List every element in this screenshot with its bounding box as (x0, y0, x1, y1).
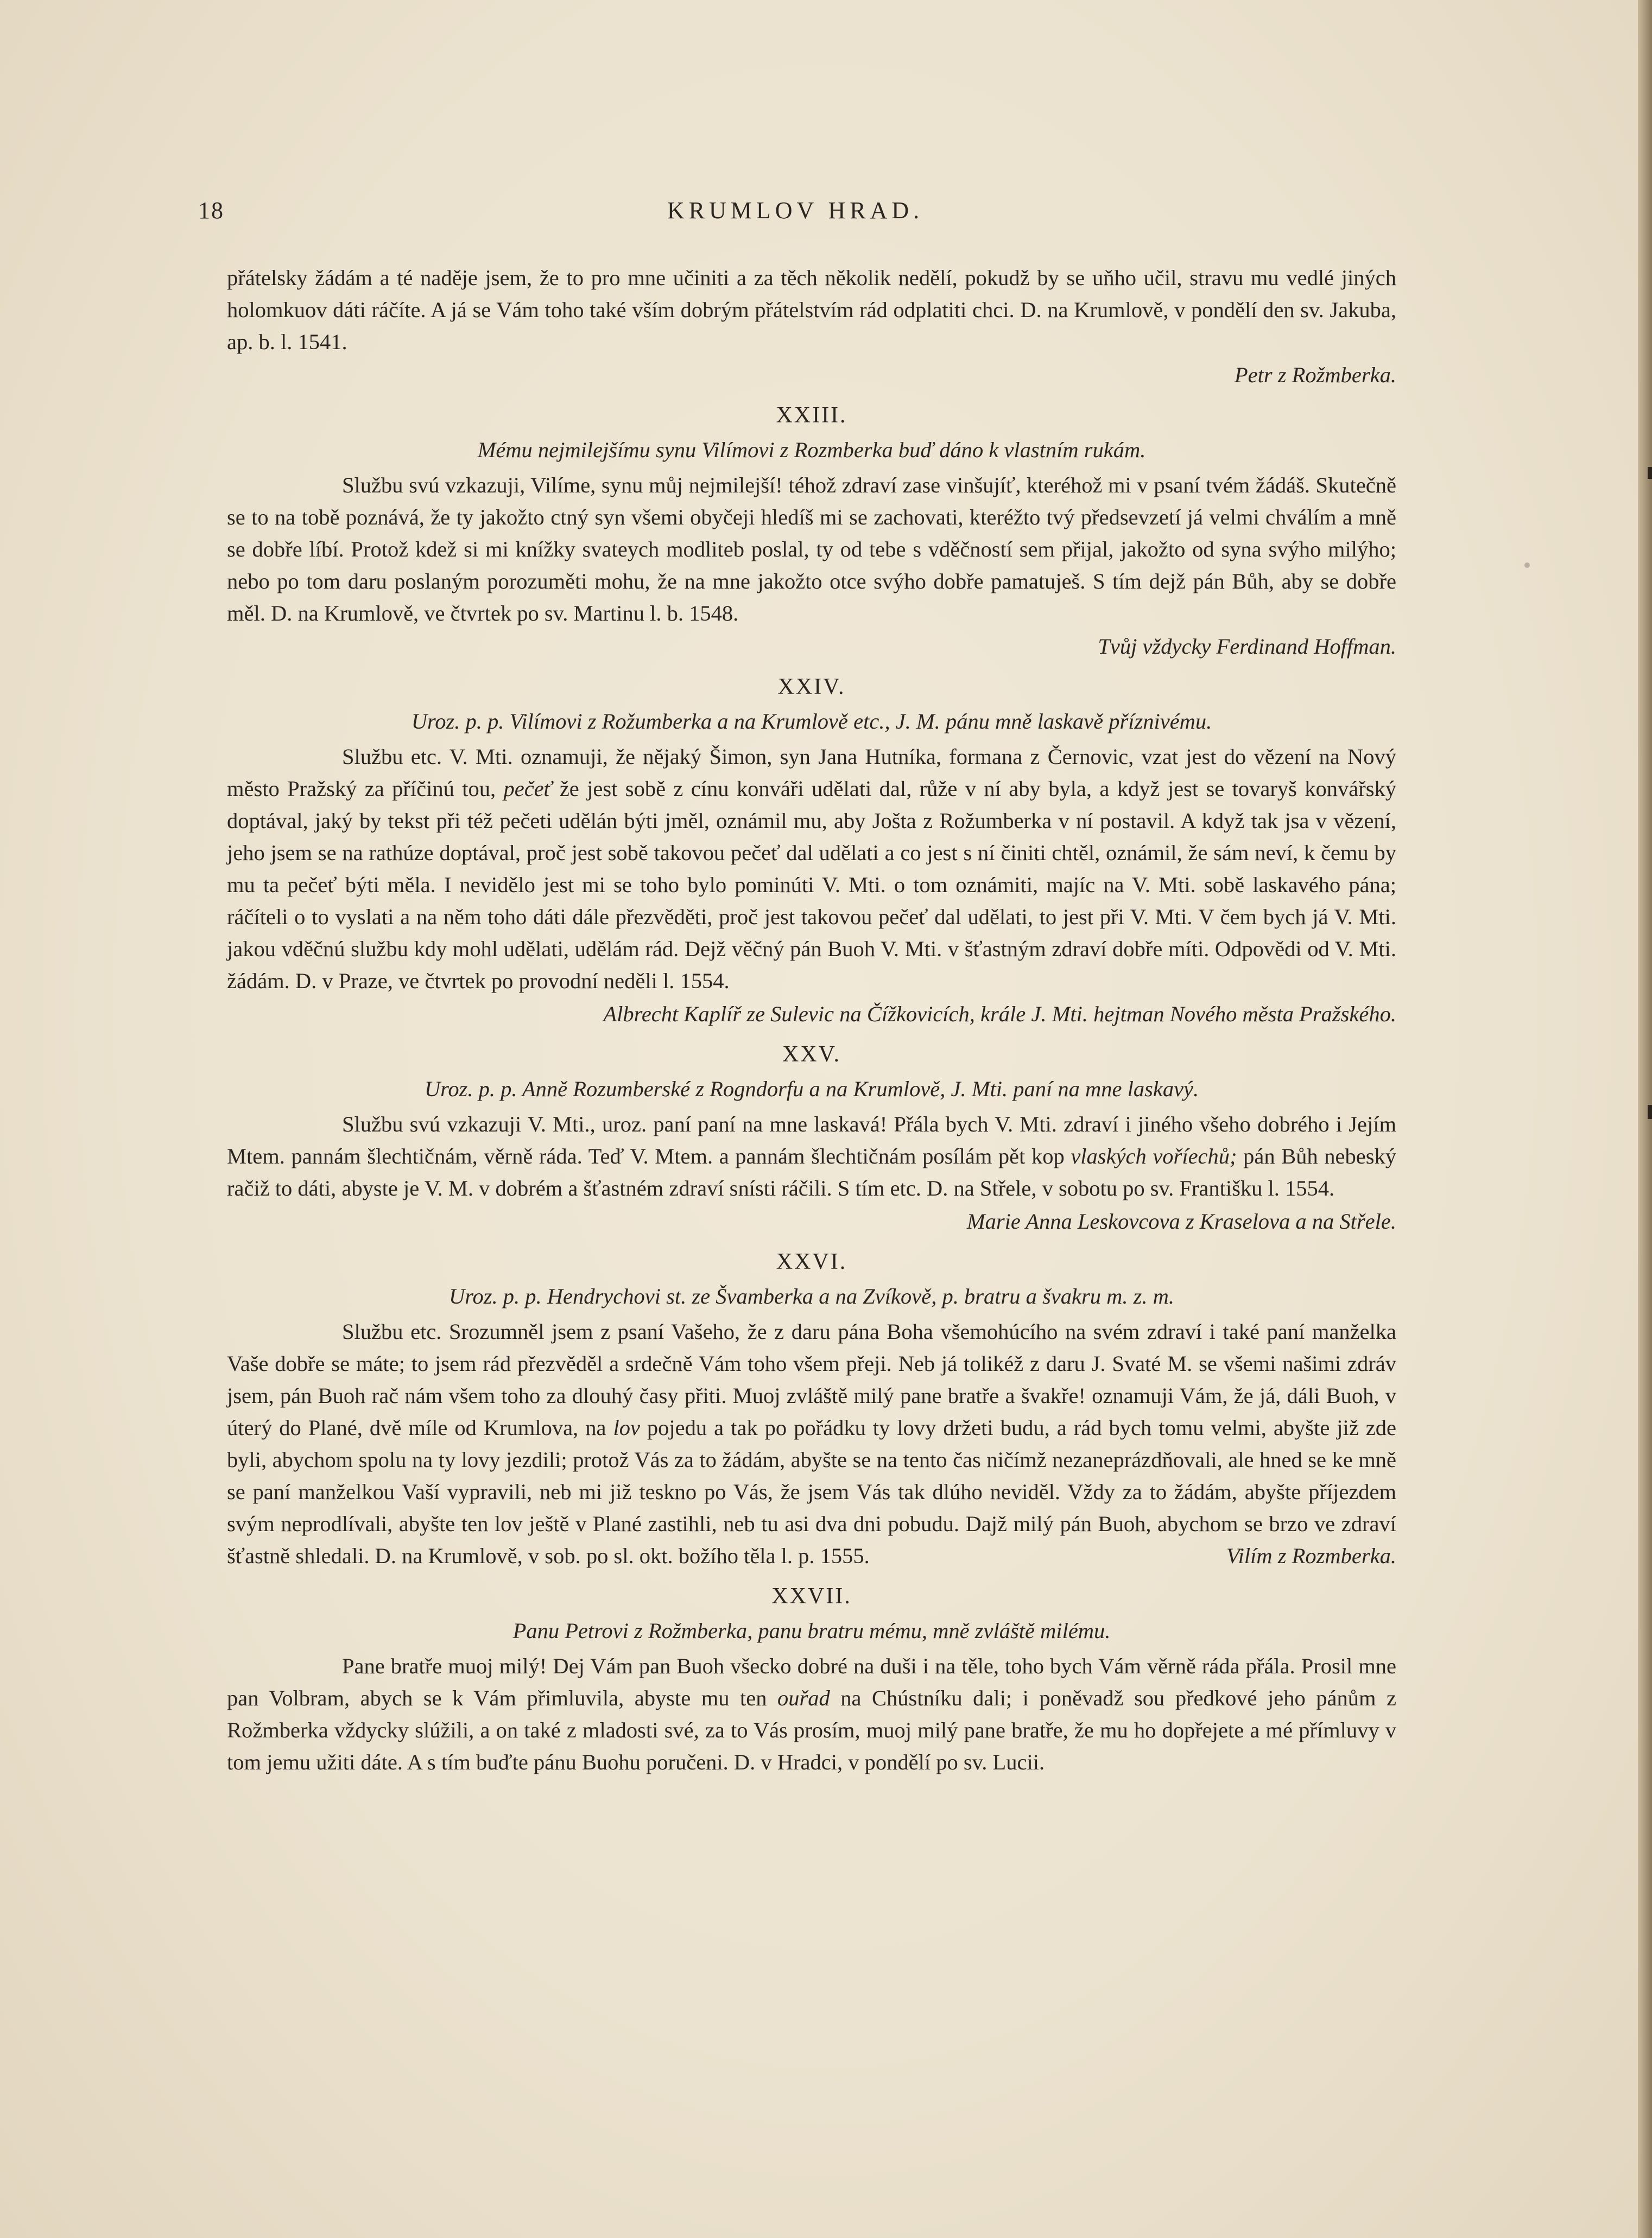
body-text: pojedu a tak po pořádku ty lovy držeti budu, a rád bych tomu velmi, abyšte již zde byli, abychom spolu na ty lovy jezdili; protož Vás za to žádám, abyšte se na tento čas ničímž nezaneprázdňovali, ale hned se ke mně se paní manželkou Vaší vypravili, neb mi již teskno po Vás, že jsem Vás tak dlúho neviděl. Vždy za to žádám, abyšte příjezdem svým neprodlívali, abyšte ten lov ještě v Plané zastihli, neb tu asi dva dni pobudu. Dajž milý pán Buoh, abychom se brzo ve zdraví šťastně shledali. D. na Krumlově, v sob. po sl. okt. božího těla l. p. 1555. (227, 1415, 1397, 1568)
body-text: že jest sobě z cínu konváři udělati dal, růže v ní aby byla, a když jest se tovaryš konvářský doptával, jaký by tekst při též pečeti udělán býti jměl, oznámil mu, aby Jošta z Rožumberka v ní postavil. A když tak jsa v vězení, jeho jsem se na rathúze doptával, proč jest sobě takovou pečeť dal udělati a co jest s ní činiti chtěl, oznámil, že sám neví, k čemu by mu ta pečeť býti měla. I nevidělo jest mi se toho bylo pominúti V. Mti. o tom oznámiti, majíc na V. Mti. sobě laskavého pána; ráčíteli o to vyslati a na něm toho dáti dále přezvěděti, proč jest takovou pečeť dal udělati, to jest při V. Mti. V čem bych já V. Mti. jakou vděčnú službu kdy mohl udělati, udělám rád. Dejž věčný pán Buoh V. Mti. v šťastným zdraví dobře míti. Odpovědi od V. Mti. žádám. D. v Praze, ve čtvrtek po provodní neděli l. 1554. (227, 776, 1397, 993)
letter-body (227, 1108, 1396, 1204)
letter-signature: Marie Anna Leskovcova z Kraselova a na Střele. (966, 1209, 1396, 1234)
body-text: Službu etc. Srozumněl jsem z psaní Vašeho, že z daru pána Boha všemohúcího na svém zdraví i také paní manželka Vaše dobře se máte; to jsem rád přezvěděl a srdečně Vám toho všem přeji. Neb já tolikéž z daru J. Svaté M. se všemi našimi zdráv jsem, pán Buoh rač nám všem toho za dlouhý časy přiti. Muoj zvláště milý pane bratře a švakře! oznamuji Vám, že já, dáli Buoh, v úterý do Plané, dvě míle od Krumlova, na (227, 1319, 1396, 1440)
letter-body (227, 1650, 1396, 1778)
letter-xxvii (227, 1580, 1396, 1778)
body-text: na Chústníku dali; i poněvadž sou předkové jeho pánům z Rožmberka vždycky slúžili, a on také z mladosti své, za to Vás prosím, muoj milý pane bratře, že mu ho dopřejete a mé přímluvy v tom jemu užiti dáte. A s tím buďte pánu Buohu poručeni. D. v Hradci, v pondělí po sv. Lucii. (227, 1686, 1396, 1774)
letter-signature: Albrecht Kaplíř ze Sulevic na Čížkovicích, krále J. Mti. hejtman Nového města Pražského. (603, 1002, 1396, 1026)
body-text: Pane bratře muoj milý! Dej Vám pan Buoh všecko dobré na duši i na těle, toho bych Vám věrně ráda přála. Prosil mne pan Volbram, abych se k Vám přimluvila, abyste mu ten (227, 1654, 1396, 1710)
letter-xxiii (227, 400, 1396, 662)
letter-xxiv (227, 671, 1396, 1030)
italic-term: ouřad (777, 1686, 830, 1710)
letter-signature: Tvůj vždycky Ferdinand Hoffman. (1098, 634, 1396, 659)
letter-address: Panu Petrovi z Rožmberka, panu bratru mému, mně zvláště milému. (512, 1619, 1111, 1643)
letter-body: přátelsky žádám a té naděje jsem, že to pro mne učiniti a za těch několik nedělí, pokudž by se uňho učil, stravu mu vedlé jiných holomkuov dáti ráčíte. A já se Vám toho také vším dobrým přátelstvím rád odplatiti chci. D. na Krumlově, v pondělí den sv. Jakuba, ap. b. l. 1541. (227, 265, 1396, 354)
letter-address: Uroz. p. p. Vilímovi z Rožumberka a na Krumlově etc., J. M. pánu mně laskavě příznivému. (411, 709, 1212, 734)
body-text: pán Bůh nebeský račiž to dáti, abyste je V. M. v dobrém a šťastném zdraví snísti ráčili. S tím etc. D. na Střele, v sobotu po sv. Františku l. 1554. (227, 1144, 1396, 1200)
letter-signature: Vilím z Rozmberka. (1226, 1544, 1396, 1568)
letter-continued (227, 262, 1396, 391)
page-edge (1638, 0, 1652, 2238)
letter-numeral: XXVII. (771, 1584, 852, 1609)
page-content (227, 262, 1396, 1778)
letter-body (227, 741, 1396, 997)
edge-mark (1648, 467, 1652, 479)
letter-numeral: XXIII. (776, 403, 847, 428)
letter-numeral: XXV. (782, 1042, 841, 1067)
italic-term: vlaských voříechů; (1071, 1144, 1237, 1168)
page-header (198, 197, 1393, 229)
running-title: KRUMLOV HRAD. (667, 197, 924, 224)
letter-body: Službu svú vzkazuji, Vilíme, synu můj nejmilejší! téhož zdraví zase vinšujíť, kteréhož mi v psaní tvém žádáš. Skutečně se to na tobě poznává, že ty jakožto ctný syn všemi obyčeji hledíš mi se zachovati, kteréžto tvý předsevzetí já velmi chválím a mně se dobře líbí. Protož kdež si mi knížky svateych modliteb poslal, ty od tebe s vděčností sem přijal, jakožto od syna svýho milýho; nebo po tom daru poslaným porozuměti mohu, že na mne jakožto otce svýho dobře pamatuješ. S tím dejž pán Bůh, aby se dobře měl. D. na Krumlově, ve čtvrtek po sv. Martinu l. b. 1548. (227, 473, 1396, 625)
letter-signature: Petr z Rožmberka. (1234, 363, 1396, 387)
letter-body (227, 1316, 1396, 1572)
italic-term: lov (613, 1415, 640, 1440)
letter-address: Uroz. p. p. Anně Rozumberské z Rogndorfu a na Krumlově, J. Mti. paní na mne laskavý. (424, 1077, 1199, 1101)
italic-term: pečeť (503, 776, 552, 801)
letter-address: Uroz. p. p. Hendrychovi st. ze Švamberka a na Zvíkově, p. bratru a švakru m. z. m. (449, 1284, 1174, 1308)
letter-xxvi (227, 1246, 1396, 1572)
letter-xxv (227, 1039, 1396, 1237)
edge-mark (1648, 1105, 1652, 1119)
letter-numeral: XXIV. (777, 674, 846, 699)
body-text: Službu svú vzkazuji V. Mti., uroz. paní paní na mne laskavá! Přála bych V. Mti. zdraví i jiného všeho dobrého i Jejím Mtem. pannám šlechtičnám, věrně ráda. Teď V. Mtem. a pannám šlechtičnám posílám pět kop (227, 1112, 1396, 1168)
letter-address: Mému nejmilejšímu synu Vilímovi z Rozmberka buď dáno k vlastním rukám. (477, 438, 1146, 462)
page-speck (1524, 562, 1530, 568)
page-number: 18 (198, 197, 224, 224)
letter-numeral: XXVI. (776, 1249, 847, 1274)
body-text: Službu etc. V. Mti. oznamuji, že nějaký Šimon, syn Jana Hutníka, formana z Černovic, vzat jest do vězení na Nový město Pražský za příčinú tou, (227, 744, 1396, 801)
